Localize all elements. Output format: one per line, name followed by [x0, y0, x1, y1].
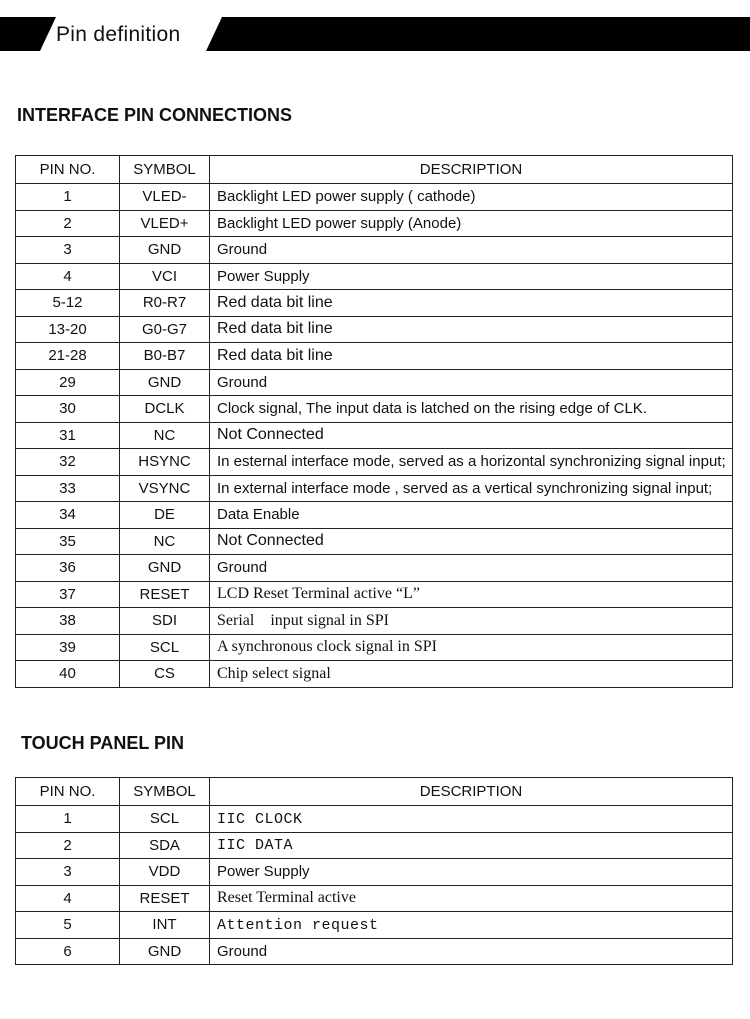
description-cell — [210, 581, 733, 608]
pin-number-cell: 37 — [16, 581, 120, 608]
table-row — [16, 938, 733, 965]
symbol-cell: SDA — [120, 832, 210, 859]
description-cell — [210, 290, 733, 317]
symbol-cell: NC — [120, 528, 210, 555]
pin-number-cell: 40 — [16, 661, 120, 688]
symbol-cell: VDD — [120, 859, 210, 886]
description-cell — [210, 528, 733, 555]
table-row — [16, 237, 733, 264]
description-text: Red data bit line — [217, 346, 333, 364]
header-description: DESCRIPTION — [210, 156, 733, 184]
pin-number-cell: 30 — [16, 396, 120, 423]
table-row — [16, 184, 733, 211]
description-text: Power Supply — [217, 267, 310, 285]
description-text: Attention request — [217, 916, 379, 934]
description-text: Backlight LED power supply ( cathode) — [217, 188, 476, 206]
description-text: IIC CLOCK — [217, 810, 303, 828]
symbol-cell: VCI — [120, 263, 210, 290]
pin-number-cell: 35 — [16, 528, 120, 555]
table-row — [16, 634, 733, 661]
symbol-cell: CS — [120, 661, 210, 688]
description-text: Ground — [217, 942, 268, 960]
description-cell — [210, 210, 733, 237]
description-cell — [210, 184, 733, 211]
description-cell — [210, 806, 733, 833]
description-cell — [210, 263, 733, 290]
pin-number-cell: 13-20 — [16, 316, 120, 343]
symbol-cell: DE — [120, 502, 210, 529]
pin-number-cell: 6 — [16, 938, 120, 965]
description-cell — [210, 885, 733, 912]
pin-number-cell: 36 — [16, 555, 120, 582]
pin-number-cell: 1 — [16, 184, 120, 211]
symbol-cell: RESET — [120, 885, 210, 912]
symbol-cell: VLED+ — [120, 210, 210, 237]
banner-title-tab — [40, 17, 222, 51]
pin-number-cell: 33 — [16, 475, 120, 502]
description-text: In external interface mode , served as a vertical synchronizing signal input; — [217, 479, 713, 497]
description-text: Ground — [217, 241, 268, 259]
description-cell — [210, 396, 733, 423]
description-text: Not Connected — [217, 532, 324, 550]
header-pin-no: PIN NO. — [16, 156, 120, 184]
symbol-cell: GND — [120, 555, 210, 582]
symbol-cell: GND — [120, 938, 210, 965]
description-text: Chip select signal — [217, 664, 331, 682]
description-cell — [210, 832, 733, 859]
table-row — [16, 369, 733, 396]
table-header-row — [16, 778, 733, 806]
description-text: Backlight LED power supply (Anode) — [217, 214, 462, 232]
symbol-cell: VSYNC — [120, 475, 210, 502]
description-cell — [210, 938, 733, 965]
table-row — [16, 581, 733, 608]
symbol-cell: SDI — [120, 608, 210, 635]
description-cell — [210, 316, 733, 343]
table-row — [16, 343, 733, 370]
description-cell — [210, 502, 733, 529]
pin-number-cell: 31 — [16, 422, 120, 449]
table-row — [16, 859, 733, 886]
table-row — [16, 885, 733, 912]
header-symbol: SYMBOL — [120, 156, 210, 184]
table-row — [16, 290, 733, 317]
description-cell — [210, 369, 733, 396]
pin-number-cell: 5-12 — [16, 290, 120, 317]
description-text: Ground — [217, 373, 268, 391]
pin-number-cell: 3 — [16, 237, 120, 264]
touch-pin-table — [15, 777, 733, 965]
table-row — [16, 502, 733, 529]
table-row — [16, 475, 733, 502]
description-cell — [210, 555, 733, 582]
description-text: Ground — [217, 559, 268, 577]
description-text: Red data bit line — [217, 293, 333, 311]
description-text: Clock signal, The input data is latched on the rising edge of CLK. — [217, 400, 647, 418]
table-row — [16, 912, 733, 939]
symbol-cell: GND — [120, 237, 210, 264]
description-cell — [210, 634, 733, 661]
table-row — [16, 422, 733, 449]
description-cell — [210, 237, 733, 264]
description-text: Serial input signal in SPI — [217, 611, 389, 629]
table-row — [16, 210, 733, 237]
description-cell — [210, 422, 733, 449]
interface-pin-table — [15, 155, 733, 688]
table-row — [16, 608, 733, 635]
pin-number-cell: 3 — [16, 859, 120, 886]
symbol-cell: VLED- — [120, 184, 210, 211]
description-text: In esternal interface mode, served as a horizontal synchronizing signal input; — [217, 453, 726, 471]
symbol-cell: HSYNC — [120, 449, 210, 476]
description-text: LCD Reset Terminal active “L” — [217, 585, 420, 603]
table-row — [16, 263, 733, 290]
description-cell — [210, 449, 733, 476]
table-row — [16, 528, 733, 555]
description-text: Reset Terminal active — [217, 889, 356, 907]
description-cell — [210, 859, 733, 886]
description-cell — [210, 661, 733, 688]
pin-number-cell: 38 — [16, 608, 120, 635]
banner-title: Pin definition — [56, 23, 181, 46]
pin-number-cell: 32 — [16, 449, 120, 476]
interface-section-title: INTERFACE PIN CONNECTIONS — [17, 105, 293, 125]
description-text: Not Connected — [217, 426, 324, 444]
pin-number-cell: 29 — [16, 369, 120, 396]
pin-number-cell: 21-28 — [16, 343, 120, 370]
pin-number-cell: 4 — [16, 263, 120, 290]
description-cell — [210, 475, 733, 502]
symbol-cell: GND — [120, 369, 210, 396]
description-text: Power Supply — [217, 863, 310, 881]
pin-number-cell: 34 — [16, 502, 120, 529]
header-pin-no: PIN NO. — [16, 778, 120, 806]
pin-number-cell: 5 — [16, 912, 120, 939]
description-text: A synchronous clock signal in SPI — [217, 638, 437, 656]
symbol-cell: SCL — [120, 806, 210, 833]
table-row — [16, 316, 733, 343]
table-row — [16, 396, 733, 423]
description-cell — [210, 343, 733, 370]
symbol-cell: NC — [120, 422, 210, 449]
header-symbol: SYMBOL — [120, 778, 210, 806]
description-text: IIC DATA — [217, 837, 294, 855]
description-text: Data Enable — [217, 506, 300, 524]
pin-number-cell: 2 — [16, 210, 120, 237]
symbol-cell: INT — [120, 912, 210, 939]
header-description: DESCRIPTION — [210, 778, 733, 806]
description-text: Red data bit line — [217, 320, 333, 338]
description-cell — [210, 608, 733, 635]
table-row — [16, 555, 733, 582]
symbol-cell: SCL — [120, 634, 210, 661]
touch-section-title: TOUCH PANEL PIN — [21, 733, 185, 753]
table-header-row — [16, 156, 733, 184]
pin-number-cell: 4 — [16, 885, 120, 912]
table-row — [16, 806, 733, 833]
symbol-cell: G0-G7 — [120, 316, 210, 343]
table-row — [16, 449, 733, 476]
pin-number-cell: 39 — [16, 634, 120, 661]
table-row — [16, 661, 733, 688]
symbol-cell: DCLK — [120, 396, 210, 423]
description-cell — [210, 912, 733, 939]
symbol-cell: R0-R7 — [120, 290, 210, 317]
symbol-cell: B0-B7 — [120, 343, 210, 370]
table-row — [16, 832, 733, 859]
pin-number-cell: 2 — [16, 832, 120, 859]
symbol-cell: RESET — [120, 581, 210, 608]
pin-number-cell: 1 — [16, 806, 120, 833]
